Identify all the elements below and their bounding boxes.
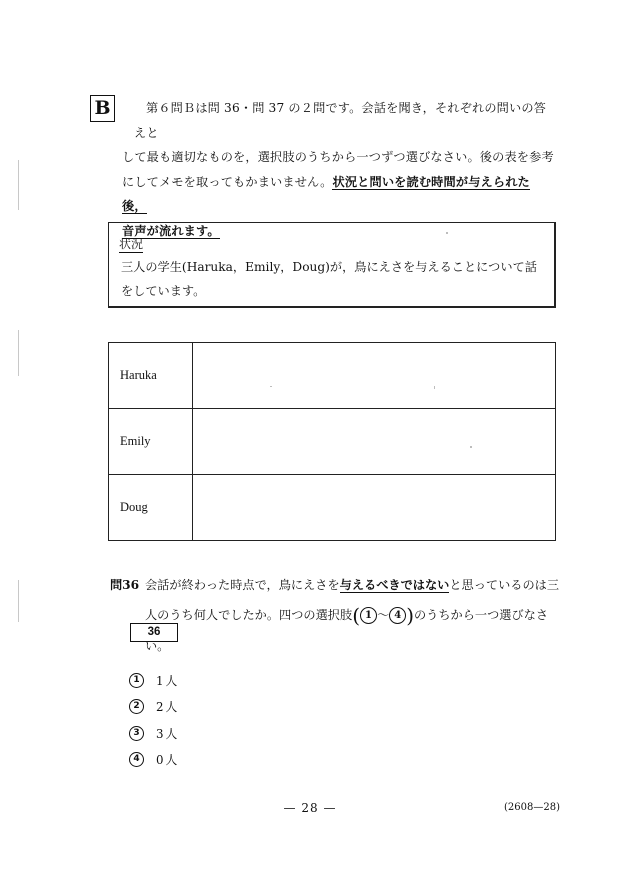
- option-text: 1人: [156, 673, 180, 688]
- options-list: [129, 667, 179, 773]
- range-open-paren: (: [352, 603, 360, 628]
- question-text: [145, 570, 560, 661]
- option-4[interactable]: [129, 747, 179, 774]
- memo-notes-haruka[interactable]: [193, 343, 556, 409]
- range-first-choice: 1: [360, 607, 377, 624]
- situation-box: [108, 222, 556, 308]
- option-number-icon: 1: [129, 673, 144, 688]
- range-last-choice: 4: [389, 607, 406, 624]
- table-row: [109, 409, 556, 475]
- instructions-line-3-text: にしてメモを取ってもかまいません。: [122, 174, 333, 189]
- option-2[interactable]: [129, 694, 179, 721]
- instructions-line-1-text: 第６問Ｂは問 36・問 37 の２問です。会話を聞き，それぞれの問いの答えと: [134, 101, 547, 140]
- situation-text: 三人の学生(Haruka，Emily，Doug)が，鳥にえさを与えることについて話をしています。: [121, 260, 537, 298]
- memo-notes-emily[interactable]: [193, 409, 556, 475]
- instructions-emphasis: 状況と問いを読む時間が与えられた後，: [122, 174, 530, 213]
- range-separator: ～: [377, 608, 390, 622]
- option-number-icon: 2: [129, 699, 144, 714]
- question-text-end: のうちから一つ選びなさい。: [145, 608, 549, 653]
- instructions-emphasis-2: 音声が流れます。: [122, 223, 220, 238]
- situation-title: 状況: [119, 237, 144, 251]
- instructions-line-3: [122, 170, 554, 219]
- memo-name-doug: Doug: [109, 475, 193, 541]
- instructions: [122, 96, 554, 243]
- option-3[interactable]: [129, 720, 179, 747]
- question-emphasis: 与えるべきではない: [339, 578, 450, 592]
- option-text: 2人: [156, 700, 180, 715]
- question-text-before: 会話が終わった時点で，鳥にえさを: [145, 578, 340, 592]
- option-text: 0人: [156, 753, 180, 768]
- table-row: [109, 343, 556, 409]
- memo-name-haruka: Haruka: [109, 343, 193, 409]
- scan-margin-mark: [18, 330, 19, 376]
- memo-name-emily: Emily: [109, 409, 193, 475]
- memo-notes-doug[interactable]: [193, 475, 556, 541]
- question-label: 問36: [110, 578, 140, 592]
- page-number: — 28 —: [283, 801, 337, 815]
- section-label: B: [90, 95, 115, 122]
- memo-table: [108, 342, 556, 541]
- scan-margin-mark: [18, 580, 19, 622]
- exam-code: (2608—28): [504, 802, 560, 813]
- instructions-line-2: して最も適切なものを，選択肢のうちから一つずつ選びなさい。後の表を参考: [122, 150, 554, 164]
- range-close-paren: ): [406, 603, 414, 628]
- table-row: [109, 475, 556, 541]
- option-text: 3人: [156, 726, 180, 741]
- instructions-line-1: [134, 96, 554, 145]
- option-1[interactable]: [129, 667, 179, 694]
- question-text-after: と思っているのは三人のうち何人でしたか。四つの選択肢: [145, 578, 560, 622]
- answer-box[interactable]: 36: [130, 623, 178, 642]
- option-number-icon: 3: [129, 726, 144, 741]
- option-number-icon: 4: [129, 752, 144, 767]
- scan-margin-mark: [18, 160, 19, 210]
